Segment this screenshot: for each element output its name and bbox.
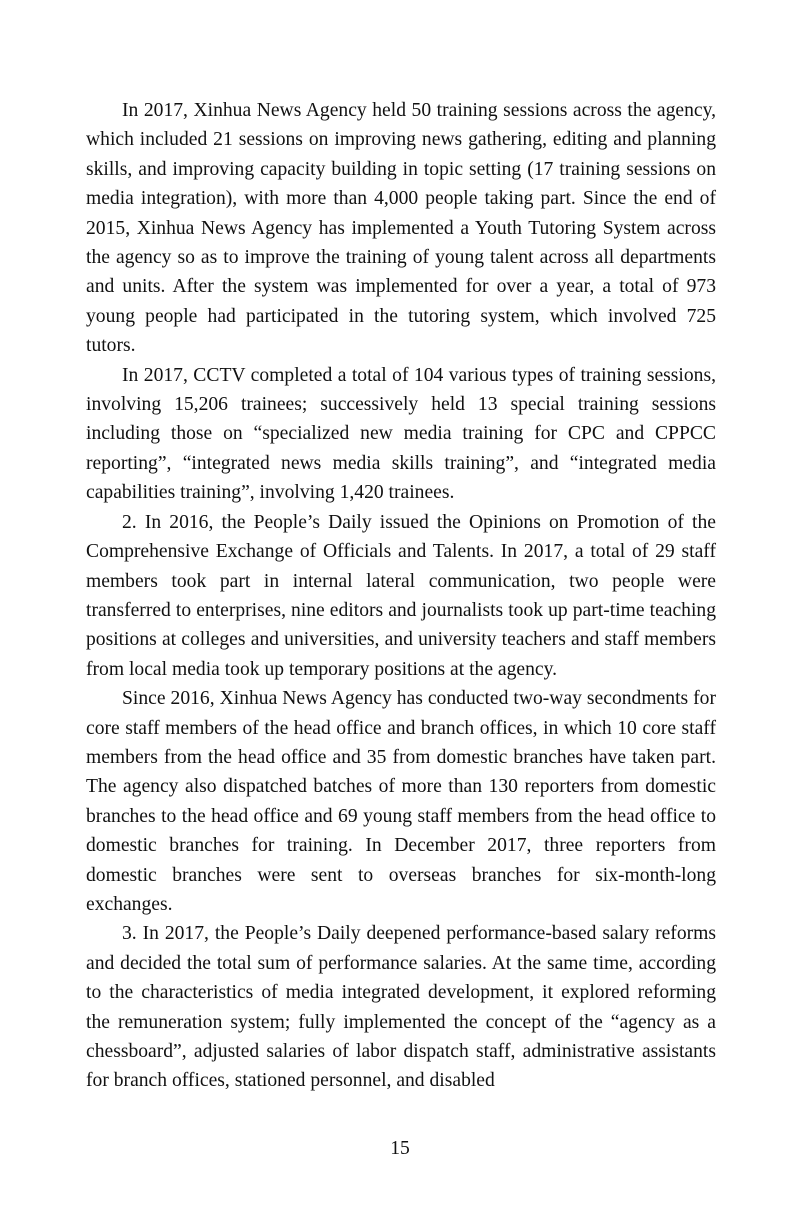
paragraph-salary-reform: 3. In 2017, the People’s Daily deepened performance-based salary reforms and decided the total sum of performance salaries. At the same time, according to the characteristics of media integrated development, it explored reforming the remuneration system; fully implemented the concept of the “agency as a chessboard”, adjusted salaries of labor dispatch staff, administrative assistants for branch offices, stationed personnel, and disabled — [86, 923, 716, 1092]
paragraph-xinhua-training: In 2017, Xinhua News Agency held 50 training sessions across the agency, which included 21 sessions on improving news gathering, editing and planning skills, and improving capacity building in topic setting (17 training sessions on media integration), with more than 4,000 people taking part. Since the end of 2015, Xinhua News Agency has implemented a Youth Tutoring System across the agency so as to improve the training of young talent across all departments and units. After the system was implemented for over a year, a total of 973 young people had participated in the tutoring system, which involved 725 tutors. — [86, 100, 716, 357]
paragraph-cctv-training: In 2017, CCTV completed a total of 104 various types of training sessions, involving 15,206 trainees; successively held 13 special training sessions including those on “specialized new media training for CPC and CPPCC reporting”, “integrated news media skills training”, and “integrated media capabilities training”, involving 1,420 trainees. — [86, 364, 716, 504]
paragraph-peoples-daily-exchange: 2. In 2016, the People’s Daily issued the Opinions on Promotion of the Comprehensive Exchange of Officials and Talents. In 2017, a total of 29 staff members took part in internal lateral communication, two people were transferred to enterprises, nine editors and journalists took up part-time teaching positions at colleges and universities, and university teachers and staff members from local media took up temporary positions at the agency. — [86, 511, 716, 680]
document-body — [86, 96, 716, 1096]
page-number: 15 — [390, 1138, 410, 1159]
paragraph-xinhua-secondments: Since 2016, Xinhua News Agency has conducted two-way secondments for core staff members of the head office and branch offices, in which 10 core staff members from the head office and 35 from domestic branches have taken part. The agency also dispatched batches of more than 130 reporters from domestic branches to the head office and 69 young staff members from the head office to domestic branches for training. In December 2017, three reporters from domestic branches were sent to overseas branches for six-month-long exchanges. — [86, 688, 716, 915]
